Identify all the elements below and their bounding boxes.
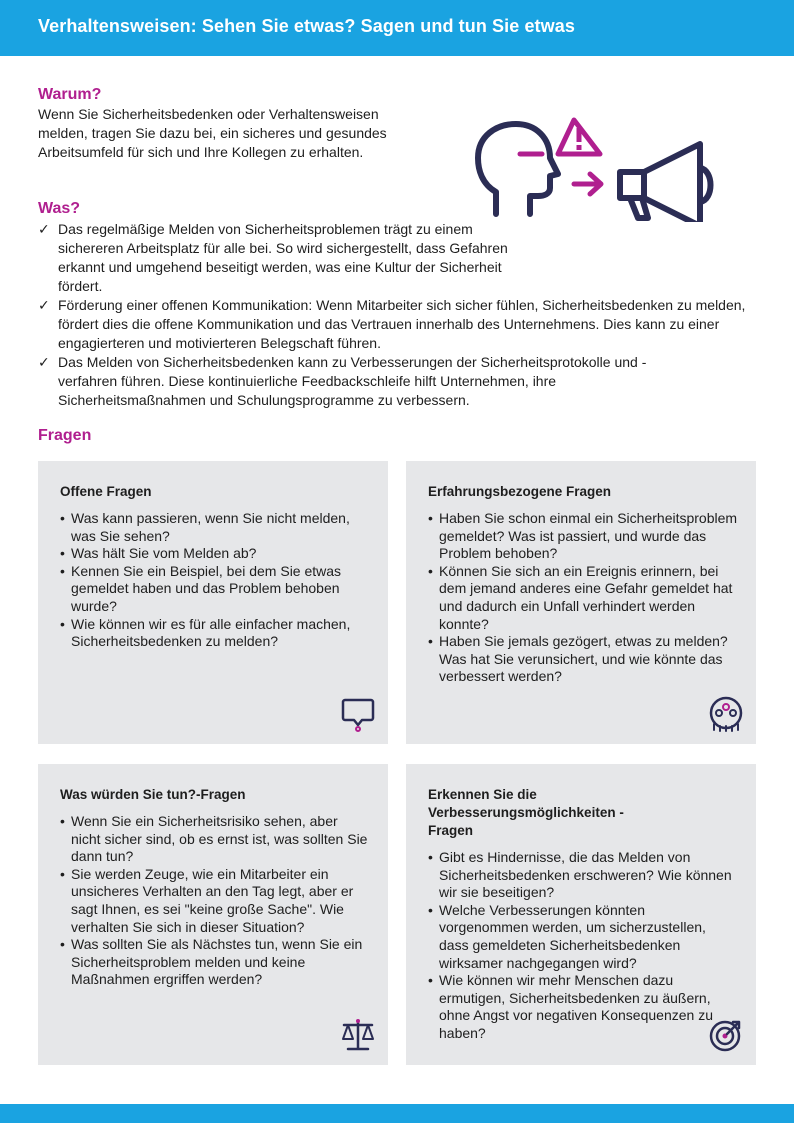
checkmark-icon: ✓	[38, 354, 50, 370]
question-list	[428, 849, 738, 1043]
question-list	[60, 510, 370, 651]
question-item: • Haben Sie schon einmal ein Sicherheitsproblem gemeldet? Was ist passiert, und wurde das Problem behoben?	[428, 510, 738, 563]
question-item: • Wie können wir es für alle einfacher machen, Sicherheitsbedenken zu melden?	[60, 616, 370, 651]
checkmark-icon: ✓	[38, 297, 50, 313]
card-title: Was würden Sie tun?-Fragen	[60, 787, 246, 802]
question-item: • Kennen Sie ein Beispiel, bei dem Sie etwas gemeldet haben und das Problem behoben wurde?	[60, 563, 370, 616]
question-item: • Sie werden Zeuge, wie ein Mitarbeiter ein unsicheres Verhalten an den Tag legt, aber er sagt Ihnen, es sei "keine große Sache". Wie verhalten Sie sich in dieser Situation?	[60, 866, 370, 936]
question-item: • Was sollten Sie als Nächstes tun, wenn Sie ein Sicherheitsproblem melden und keine Maßnahmen ergriffen werden?	[60, 936, 370, 989]
page-footer-bar	[0, 1104, 794, 1123]
scales-icon	[340, 1017, 376, 1053]
checklist-item-text: Förderung einer offenen Kommunikation: Wenn Mitarbeiter sich sicher fühlen, Sicherheitsbedenken zu melden, fördert dies die offene Kommunikation und das Vertrauen innerhalb des Unternehmens. Dies kann zu einer engagierteren und motivierteren Belegschaft führen.	[58, 297, 746, 351]
why-text: Wenn Sie Sicherheitsbedenken oder Verhaltensweisen melden, tragen Sie dazu bei, ein sicheres und gesundes Arbeitsumfeld für sich und Ihre Kollegen zu erhalten.	[38, 106, 387, 160]
question-list	[60, 813, 370, 989]
checklist-item-text: Das regelmäßige Melden von Sicherheitsproblemen trägt zu einem sichereren Arbeitsplatz für alle bei. So wird sichergestellt, dass Gefahren erkannt und umgehend beseitigt werden, was eine Kultur der Sicherheit fördert.	[58, 221, 508, 294]
question-item: • Wenn Sie ein Sicherheitsrisiko sehen, aber nicht sicher sind, ob es ernst ist, was sollten Sie dann tun?	[60, 813, 370, 866]
what-heading: Was?	[38, 200, 81, 217]
head-profile-icon	[478, 124, 558, 214]
question-item: • Was kann passieren, wenn Sie nicht melden, was Sie sehen?	[60, 510, 370, 545]
question-item: • Gibt es Hindernisse, die das Melden von Sicherheitsbedenken erschweren? Wie können wir sie beseitigen?	[428, 849, 738, 902]
question-item: • Was hält Sie vom Melden ab?	[60, 545, 370, 563]
question-card-experience	[406, 461, 756, 744]
checklist-item-text: Das Melden von Sicherheitsbedenken kann zu Verbesserungen der Sicherheitsprotokolle und -verfahren führen. Diese kontinuierliche Feedbackschleife hilft Unternehmen, ihre Sicherheitsmaßnahmen und Schulungsprogramme zu verbessern.	[58, 354, 647, 408]
checklist-item	[38, 296, 756, 353]
question-card-open	[38, 461, 388, 744]
question-list	[428, 510, 738, 686]
question-item: • Wie können wir mehr Menschen dazu ermutigen, Sicherheitsbedenken zu äußern, ohne Angst vor negativen Konsequenzen zu haben?	[428, 972, 738, 1042]
question-card-improvement	[406, 764, 756, 1065]
benefits-checklist	[38, 220, 756, 410]
checklist-item	[38, 220, 756, 296]
checklist-item	[38, 353, 756, 410]
speech-bubble-icon	[340, 696, 376, 732]
question-item: • Können Sie sich an ein Ereignis erinnern, bei dem jemand anderes eine Gefahr gemeldet hat und dadurch ein Unfall verhindert werden konnte?	[428, 563, 738, 633]
card-title: Offene Fragen	[60, 484, 152, 499]
target-arrow-icon	[708, 1017, 744, 1053]
question-item: • Haben Sie jemals gezögert, etwas zu melden? Was hat Sie verunsichert, und wie könnte das verbessert werden?	[428, 633, 738, 686]
question-card-what-would-you-do	[38, 764, 388, 1065]
report-hazard-illustration	[474, 114, 718, 222]
arrow-right-icon	[574, 174, 601, 194]
card-title: Erkennen Sie die Verbesserungsmöglichkeiten - Fragen	[428, 787, 624, 838]
page-title: Verhaltensweisen: Sehen Sie etwas? Sagen und tun Sie etwas	[38, 16, 575, 36]
question-item: • Welche Verbesserungen könnten vorgenommen werden, um sicherzustellen, dass gemeldeten Sicherheitsbedenken wirksamer nachgegangen wird?	[428, 902, 738, 972]
card-title: Erfahrungsbezogene Fragen	[428, 484, 612, 499]
globe-people-icon	[708, 696, 744, 732]
checkmark-icon: ✓	[38, 221, 50, 237]
why-heading: Warum?	[38, 86, 102, 103]
questions-heading: Fragen	[38, 427, 92, 444]
page-header	[0, 0, 794, 56]
megaphone-icon	[620, 144, 711, 222]
